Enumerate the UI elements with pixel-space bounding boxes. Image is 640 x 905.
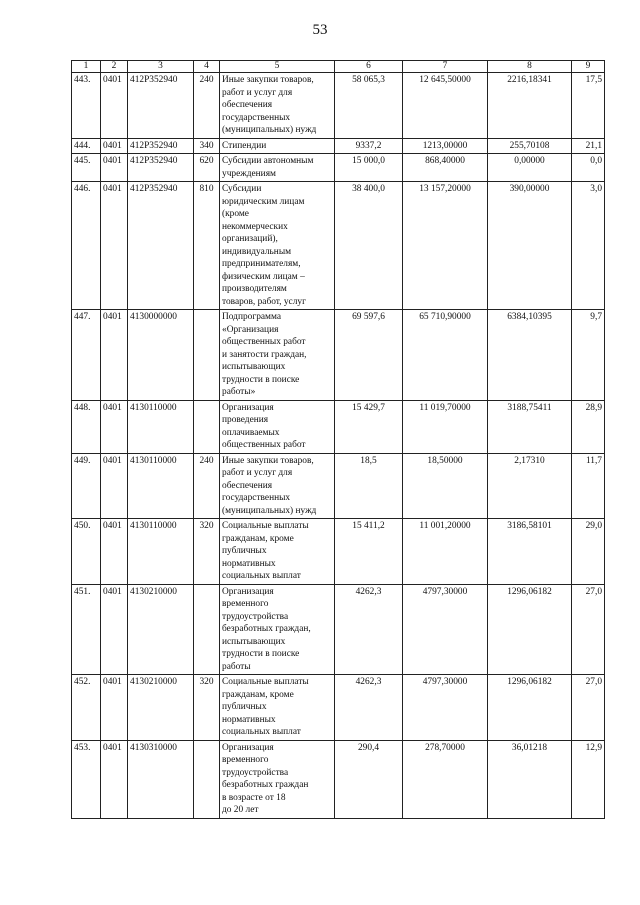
item-name-line: гражданам, кроме [222, 689, 294, 700]
section-code: 0401 [101, 740, 128, 818]
item-name-line: Иные закупки товаров, [222, 455, 314, 466]
percent-col9: 12,9 [572, 740, 605, 818]
value-col6: 38 400,0 [335, 182, 403, 310]
item-name [220, 519, 335, 585]
percent-col9: 27,0 [572, 584, 605, 675]
item-name-line: Социальные выплаты [222, 521, 309, 531]
row-number: 445. [72, 154, 101, 182]
item-name-line: трудности в поиске [222, 649, 300, 659]
value-col8: 2216,18341 [488, 73, 572, 139]
item-name-line: социальных выплат [222, 727, 301, 737]
percent-col9: 9,7 [572, 310, 605, 401]
value-col6: 15 411,2 [335, 519, 403, 585]
value-col6: 4262,3 [335, 675, 403, 741]
target-article-code: 412P352940 [128, 154, 194, 182]
table-row [72, 73, 605, 139]
item-name-line: государственных [222, 112, 291, 123]
column-header: 8 [488, 61, 572, 73]
row-number: 446. [72, 182, 101, 310]
value-col6: 290,4 [335, 740, 403, 818]
item-name [220, 138, 335, 154]
target-article-code: 4130310000 [128, 740, 194, 818]
target-article-code: 4130210000 [128, 584, 194, 675]
item-name-line: Подпрограмма [222, 312, 282, 322]
item-name [220, 73, 335, 139]
item-name-line: нормативных [222, 714, 276, 725]
value-col7: 12 645,50000 [403, 73, 488, 139]
value-col8: 390,00000 [488, 182, 572, 310]
value-col6: 9337,2 [335, 138, 403, 154]
value-col6: 69 597,6 [335, 310, 403, 401]
item-name-line: товаров, работ, услуг [222, 296, 306, 307]
row-number: 448. [72, 400, 101, 453]
item-name-line: Организация [222, 742, 274, 753]
item-name-line: испытывающих [222, 362, 286, 372]
item-name-line: Иные закупки товаров, [222, 75, 314, 85]
value-col6: 15 000,0 [335, 154, 403, 182]
section-code: 0401 [101, 138, 128, 154]
percent-col9: 21,1 [572, 138, 605, 154]
row-number: 447. [72, 310, 101, 401]
value-col6: 18,5 [335, 453, 403, 519]
item-name [220, 400, 335, 453]
expense-type-code: 240 [194, 453, 220, 519]
item-name [220, 740, 335, 818]
value-col6: 15 429,7 [335, 400, 403, 453]
section-code: 0401 [101, 400, 128, 453]
value-col8: 0,00000 [488, 154, 572, 182]
item-name-line: оплачиваемых [222, 427, 280, 438]
row-number: 443. [72, 73, 101, 139]
item-name [220, 453, 335, 519]
column-header: 7 [403, 61, 488, 73]
column-header: 3 [128, 61, 194, 73]
item-name-line: безработных граждан [222, 780, 309, 790]
table-row [72, 519, 605, 585]
column-header: 6 [335, 61, 403, 73]
item-name-line: общественных работ [222, 440, 306, 450]
item-name-line: временного [222, 755, 269, 765]
item-name-line: трудоустройства [222, 767, 289, 778]
target-article-code: 412P352940 [128, 182, 194, 310]
column-header: 2 [101, 61, 128, 73]
table-row [72, 182, 605, 310]
item-name-line: обеспечения [222, 100, 273, 110]
table-row [72, 740, 605, 818]
item-name-line: и занятости граждан, [222, 349, 307, 360]
table-row [72, 675, 605, 741]
target-article-code: 4130110000 [128, 519, 194, 585]
item-name-line: испытывающих [222, 636, 286, 647]
expense-type-code: 240 [194, 73, 220, 139]
target-article-code: 4130110000 [128, 400, 194, 453]
item-name-line: работ и услуг для [222, 468, 293, 478]
item-name-line: общественных работ [222, 337, 306, 347]
item-name-line: социальных выплат [222, 571, 301, 581]
value-col8: 3188,75411 [488, 400, 572, 453]
item-name [220, 310, 335, 401]
section-code: 0401 [101, 519, 128, 585]
expense-type-code: 810 [194, 182, 220, 310]
item-name-line: Социальные выплаты [222, 677, 309, 687]
table-row [72, 453, 605, 519]
value-col7: 11 019,70000 [403, 400, 488, 453]
item-name-line: работ и услуг для [222, 87, 293, 98]
value-col7: 868,40000 [403, 154, 488, 182]
expense-type-code: 320 [194, 675, 220, 741]
row-number: 451. [72, 584, 101, 675]
item-name [220, 154, 335, 182]
value-col7: 11 001,20000 [403, 519, 488, 585]
value-col7: 18,50000 [403, 453, 488, 519]
row-number: 453. [72, 740, 101, 818]
value-col7: 13 157,20000 [403, 182, 488, 310]
percent-col9: 28,9 [572, 400, 605, 453]
page-number: 53 [312, 22, 328, 38]
value-col8: 1296,06182 [488, 675, 572, 741]
target-article-code: 412P352940 [128, 138, 194, 154]
item-name-line: учреждениям [222, 168, 276, 179]
column-header: 4 [194, 61, 220, 73]
item-name-line: публичных [222, 702, 267, 712]
section-code: 0401 [101, 584, 128, 675]
expense-type-code: 620 [194, 154, 220, 182]
table-row [72, 310, 605, 401]
item-name [220, 182, 335, 310]
table-row [72, 138, 605, 154]
column-header: 9 [572, 61, 605, 73]
item-name-line: до 20 лет [222, 805, 259, 815]
value-col8: 255,70108 [488, 138, 572, 154]
row-number: 452. [72, 675, 101, 741]
item-name-line: Организация [222, 402, 274, 413]
percent-col9: 3,0 [572, 182, 605, 310]
row-number: 444. [72, 138, 101, 154]
item-name-line: юридическим лицам [222, 196, 305, 207]
item-name [220, 584, 335, 675]
section-code: 0401 [101, 453, 128, 519]
section-code: 0401 [101, 154, 128, 182]
target-article-code: 412P352940 [128, 73, 194, 139]
section-code: 0401 [101, 675, 128, 741]
value-col7: 4797,30000 [403, 584, 488, 675]
column-header: 5 [220, 61, 335, 73]
item-name-line: обеспечения [222, 480, 273, 491]
expense-type-code [194, 584, 220, 675]
table-row [72, 584, 605, 675]
item-name-line: (муниципальных) нужд [222, 125, 317, 135]
item-name-line: безработных граждан, [222, 624, 311, 634]
table-body [72, 73, 605, 819]
item-name [220, 675, 335, 741]
expense-type-code [194, 740, 220, 818]
item-name-line: работы [222, 661, 251, 672]
expense-type-code: 320 [194, 519, 220, 585]
row-number: 450. [72, 519, 101, 585]
table-row [72, 154, 605, 182]
value-col8: 6384,10395 [488, 310, 572, 401]
percent-col9: 11,7 [572, 453, 605, 519]
value-col8: 1296,06182 [488, 584, 572, 675]
row-number: 449. [72, 453, 101, 519]
item-name-line: гражданам, кроме [222, 533, 294, 544]
item-name-line: производителям [222, 284, 287, 294]
value-col6: 58 065,3 [335, 73, 403, 139]
item-name-line: временного [222, 599, 269, 609]
expense-type-code [194, 400, 220, 453]
target-article-code: 4130000000 [128, 310, 194, 401]
section-code: 0401 [101, 310, 128, 401]
item-name-line: нормативных [222, 558, 276, 569]
item-name-line: «Организация [222, 324, 279, 335]
item-name-line: трудности в поиске [222, 374, 300, 385]
value-col8: 36,01218 [488, 740, 572, 818]
value-col7: 1213,00000 [403, 138, 488, 154]
budget-table [71, 60, 605, 819]
item-name-line: некоммерческих [222, 221, 288, 232]
item-name-line: (кроме [222, 209, 249, 219]
item-name-line: предпринимателям, [222, 259, 301, 269]
target-article-code: 4130110000 [128, 453, 194, 519]
item-name-line: Субсидии автономным [222, 156, 314, 166]
section-code: 0401 [101, 182, 128, 310]
value-col8: 2,17310 [488, 453, 572, 519]
item-name-line: организаций), [222, 234, 278, 244]
item-name-line: Стипендии [222, 140, 267, 151]
item-name-line: проведения [222, 415, 269, 425]
header-row [72, 61, 605, 73]
percent-col9: 27,0 [572, 675, 605, 741]
item-name-line: физическим лицам – [222, 271, 305, 282]
percent-col9: 0,0 [572, 154, 605, 182]
target-article-code: 4130210000 [128, 675, 194, 741]
table-row [72, 400, 605, 453]
value-col7: 65 710,90000 [403, 310, 488, 401]
item-name-line: публичных [222, 546, 267, 556]
expense-type-code [194, 310, 220, 401]
item-name-line: Субсидии [222, 184, 262, 194]
value-col7: 4797,30000 [403, 675, 488, 741]
item-name-line: в возрасте от 18 [222, 792, 286, 803]
expense-type-code: 340 [194, 138, 220, 154]
item-name-line: работы» [222, 387, 256, 397]
value-col6: 4262,3 [335, 584, 403, 675]
item-name-line: индивидуальным [222, 246, 292, 257]
value-col7: 278,70000 [403, 740, 488, 818]
percent-col9: 17,5 [572, 73, 605, 139]
item-name-line: государственных [222, 493, 291, 503]
value-col8: 3186,58101 [488, 519, 572, 585]
item-name-line: трудоустройства [222, 611, 289, 622]
percent-col9: 29,0 [572, 519, 605, 585]
column-header: 1 [72, 61, 101, 73]
item-name-line: Организация [222, 586, 274, 597]
item-name-line: (муниципальных) нужд [222, 505, 317, 516]
section-code: 0401 [101, 73, 128, 139]
